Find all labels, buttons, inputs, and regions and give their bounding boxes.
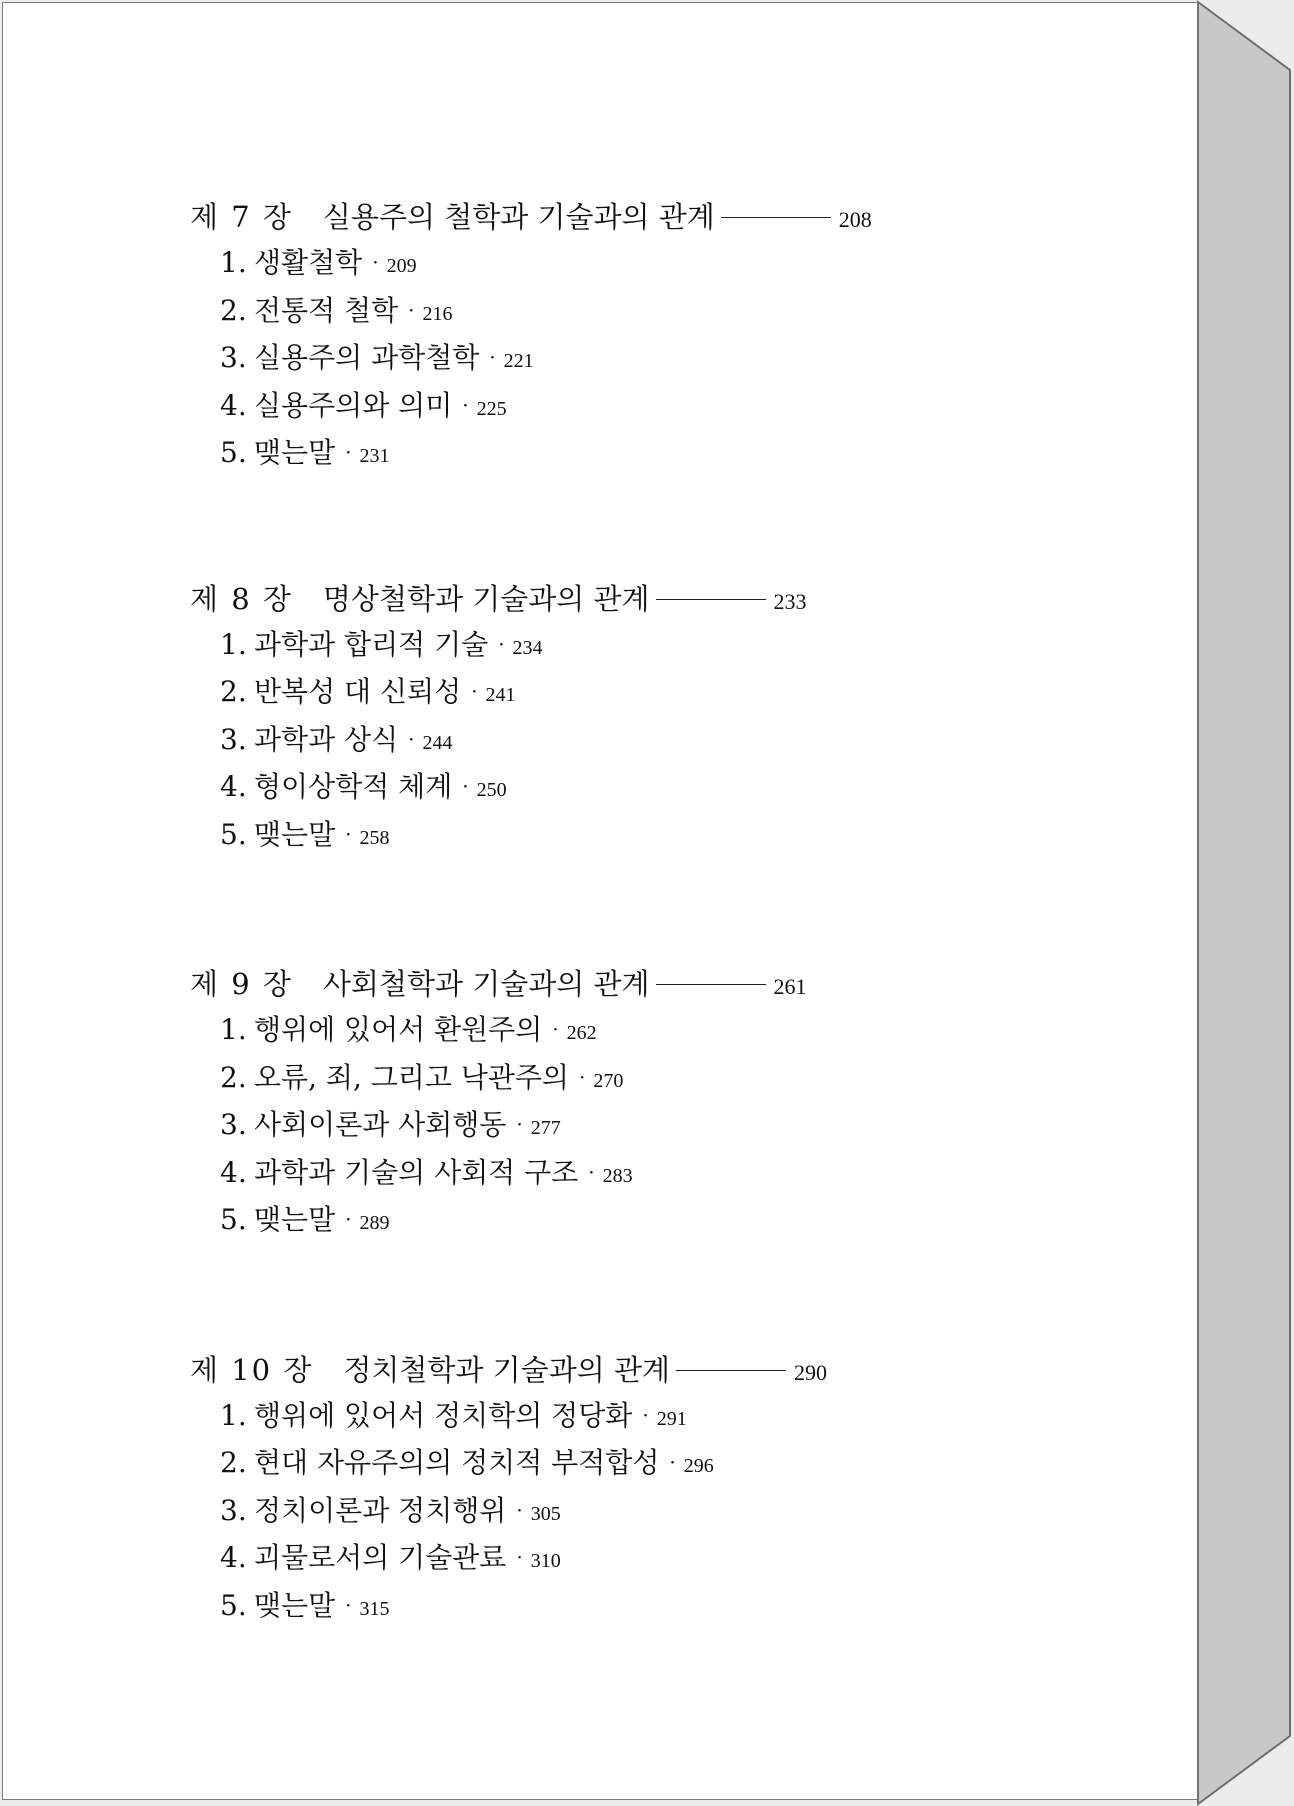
section-title: 행위에 있어서 환원주의 xyxy=(254,1013,543,1046)
middle-dot: · xyxy=(588,1159,595,1184)
middle-dot: · xyxy=(516,1497,523,1522)
section-item xyxy=(220,334,890,382)
section-number: 2. xyxy=(220,293,247,327)
section-number: 1. xyxy=(220,246,247,279)
section-number: 1. xyxy=(220,1013,247,1046)
table-of-contents xyxy=(190,195,890,1629)
section-item xyxy=(220,668,890,716)
section-page-number: 283 xyxy=(602,1164,633,1187)
chapter-page-number: 233 xyxy=(773,588,807,614)
chapter-heading xyxy=(190,195,890,239)
section-page-number: 270 xyxy=(593,1069,624,1092)
section-number: 4. xyxy=(220,1155,247,1189)
section-item xyxy=(220,621,890,669)
section-page-number: 315 xyxy=(359,1597,390,1620)
middle-dot: · xyxy=(345,1207,352,1231)
section-title: 형이상학적 체계 xyxy=(254,770,453,803)
section-item xyxy=(220,1392,890,1440)
middle-dot: · xyxy=(462,774,469,798)
section-number: 5. xyxy=(220,1203,247,1236)
section-number: 4. xyxy=(220,1541,247,1574)
section-page-number: 310 xyxy=(530,1550,561,1572)
section-title: 반복성 대 신뢰성 xyxy=(254,675,462,708)
chapter-title: 정치철학과 기술과의 관계 xyxy=(343,1352,670,1387)
chapter-title: 실용주의 철학과 기술과의 관계 xyxy=(322,200,715,234)
section-title: 괴물로서의 기술관료 xyxy=(254,1541,507,1574)
section-number: 1. xyxy=(220,627,247,661)
chapter-page-number: 208 xyxy=(838,207,872,232)
section-title: 실용주의와 의미 xyxy=(254,388,453,422)
section-number: 4. xyxy=(220,388,247,422)
chapter-spacer xyxy=(190,1244,890,1348)
section-title: 맺는말 xyxy=(254,817,336,851)
middle-dot: · xyxy=(578,1064,586,1089)
section-item xyxy=(220,287,890,335)
chapter-heading xyxy=(190,1348,890,1392)
section-item xyxy=(220,763,890,811)
section-number: 3. xyxy=(220,1108,247,1141)
chapter-heading xyxy=(190,962,890,1006)
section-title: 현대 자유주의의 정치적 부적합성 xyxy=(254,1446,660,1479)
section-number: 3. xyxy=(220,722,247,756)
middle-dot: · xyxy=(489,345,496,369)
middle-dot: · xyxy=(516,1545,523,1569)
section-page-number: 305 xyxy=(530,1502,561,1525)
chapter-page-number: 290 xyxy=(793,1359,827,1385)
section-page-number: 262 xyxy=(566,1022,597,1044)
section-title: 과학과 기술의 사회적 구조 xyxy=(254,1155,579,1189)
section-number: 3. xyxy=(220,1493,247,1527)
section-title: 전통적 철학 xyxy=(254,293,399,327)
section-item xyxy=(220,1439,890,1487)
section-list xyxy=(190,239,890,477)
section-page-number: 291 xyxy=(656,1407,687,1430)
section-page-number: 231 xyxy=(359,445,390,467)
section-page-number: 296 xyxy=(683,1455,714,1477)
section-title: 맺는말 xyxy=(254,436,336,469)
section-list xyxy=(190,1006,890,1244)
section-number: 2. xyxy=(220,675,247,708)
chapter-heading xyxy=(190,577,890,621)
chapter-spacer xyxy=(190,858,890,962)
middle-dot: · xyxy=(345,821,352,846)
section-title: 행위에 있어서 정치학의 정당화 xyxy=(254,1398,633,1432)
section-item xyxy=(220,382,890,430)
section-item xyxy=(220,1196,890,1244)
chapter-page-number: 261 xyxy=(773,974,807,999)
section-page-number: 221 xyxy=(503,350,534,372)
section-item xyxy=(220,1054,890,1102)
section-item xyxy=(220,1582,890,1630)
middle-dot: · xyxy=(345,440,352,464)
section-item xyxy=(220,1101,890,1149)
section-title: 과학과 상식 xyxy=(254,722,399,756)
section-number: 1. xyxy=(220,1398,247,1432)
section-title: 맺는말 xyxy=(254,1203,336,1236)
middle-dot: · xyxy=(471,679,478,703)
chapter-8 xyxy=(190,577,890,859)
section-number: 2. xyxy=(220,1446,247,1479)
section-page-number: 216 xyxy=(422,302,453,325)
section-item xyxy=(220,716,890,764)
leader-line xyxy=(676,1370,786,1371)
middle-dot: · xyxy=(462,392,469,417)
section-page-number: 225 xyxy=(476,397,507,420)
section-title: 정치이론과 정치행위 xyxy=(254,1493,507,1527)
section-item xyxy=(220,1534,890,1582)
chapter-label: 제 7 장 xyxy=(190,200,293,234)
section-list xyxy=(190,621,890,859)
section-number: 2. xyxy=(220,1060,247,1094)
section-item xyxy=(220,811,890,859)
section-item xyxy=(220,1149,890,1197)
section-list xyxy=(190,1392,890,1630)
section-item xyxy=(220,429,890,477)
section-page-number: 258 xyxy=(359,826,390,849)
middle-dot: · xyxy=(408,726,415,751)
leader-line xyxy=(656,599,766,600)
leader-line xyxy=(721,217,831,218)
section-item xyxy=(220,1487,890,1535)
section-page-number: 250 xyxy=(476,779,507,801)
section-number: 3. xyxy=(220,341,247,374)
section-title: 생활철학 xyxy=(254,246,363,279)
middle-dot: · xyxy=(372,250,379,274)
middle-dot: · xyxy=(516,1112,523,1136)
section-page-number: 241 xyxy=(485,684,516,706)
section-page-number: 244 xyxy=(422,731,453,754)
chapter-label: 제 9 장 xyxy=(190,967,293,1001)
section-item xyxy=(220,1006,890,1054)
section-number: 4. xyxy=(220,770,247,803)
section-page-number: 234 xyxy=(512,636,543,659)
section-title: 실용주의 과학철학 xyxy=(254,341,480,374)
chapter-label: 제 10 장 xyxy=(190,1352,314,1387)
middle-dot: · xyxy=(552,1017,559,1041)
chapter-label: 제 8 장 xyxy=(190,581,293,616)
chapter-title: 명상철학과 기술과의 관계 xyxy=(322,581,650,616)
chapter-10 xyxy=(190,1348,890,1630)
section-number: 5. xyxy=(220,1588,247,1622)
section-title: 맺는말 xyxy=(254,1588,336,1622)
middle-dot: · xyxy=(498,631,505,656)
middle-dot: · xyxy=(669,1450,676,1474)
leader-line xyxy=(656,984,766,985)
chapter-9 xyxy=(190,962,890,1244)
section-title: 과학과 합리적 기술 xyxy=(254,627,489,661)
section-number: 5. xyxy=(220,817,247,851)
section-page-number: 277 xyxy=(530,1117,561,1139)
chapter-7 xyxy=(190,195,890,477)
middle-dot: · xyxy=(642,1402,649,1427)
section-title: 사회이론과 사회행동 xyxy=(254,1108,507,1141)
chapter-spacer xyxy=(190,477,890,577)
section-number: 5. xyxy=(220,436,247,469)
section-item xyxy=(220,239,890,287)
section-page-number: 209 xyxy=(386,255,417,277)
section-title: 오류, 죄, 그리고 낙관주의 xyxy=(254,1060,569,1094)
middle-dot: · xyxy=(345,1592,352,1617)
section-page-number: 289 xyxy=(359,1212,390,1234)
middle-dot: · xyxy=(408,297,415,322)
chapter-title: 사회철학과 기술과의 관계 xyxy=(322,967,650,1001)
